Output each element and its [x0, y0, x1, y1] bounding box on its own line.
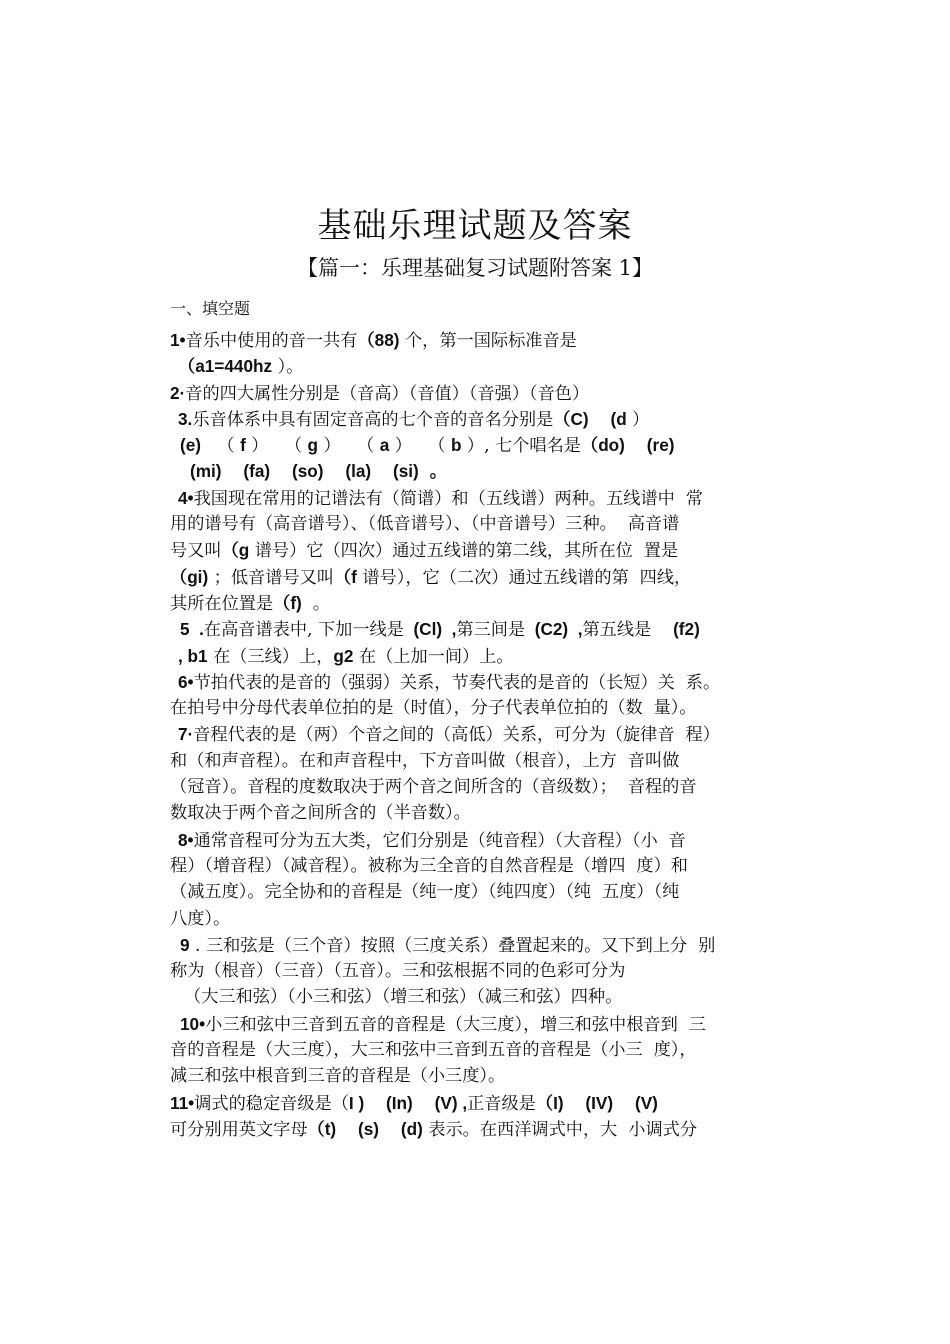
question-text: 通常音程可分为五大类，它们分别是（纯音程）（大音程）（小 音	[193, 830, 686, 851]
question-text: ）, 七个唱名是	[461, 436, 581, 457]
answer-text: 6•	[178, 671, 194, 692]
answer-text: 5 .	[180, 619, 204, 640]
question-text: ） （	[318, 436, 380, 457]
answer-text: （a1=440hz	[178, 356, 273, 377]
question-text: 减三和弦中根音到三音的音程是（小三度）。	[170, 1066, 506, 1087]
question-text	[413, 1094, 435, 1114]
question-text: ） （	[389, 436, 451, 457]
text-line	[170, 1116, 782, 1142]
question-text: 谱号），它（二次）通过五线谱的第 四线，	[356, 567, 692, 588]
question-text	[589, 410, 611, 430]
question-text: 在拍号中分母代表单位拍的是（时值），分子代表单位拍的（数 量）。	[170, 698, 697, 719]
question-text	[613, 1094, 635, 1114]
answer-text: I )	[348, 1092, 365, 1113]
question-text: ；低音谱号又叫	[208, 567, 334, 588]
question-text: . 三和弦是（三个音）按照（三度关系）叠置起来的。又下到上分 别	[189, 935, 716, 956]
text-line	[170, 1011, 782, 1037]
text-line	[170, 1037, 782, 1063]
question-text: 在（上加一间）上。	[353, 646, 514, 667]
answer-text: 1•	[170, 330, 186, 350]
text-line	[170, 984, 782, 1010]
text-line	[170, 906, 782, 932]
answer-text: 2·	[170, 382, 186, 403]
question-text: 调式的稳定音级是（	[194, 1093, 349, 1114]
page-subtitle: 【篇一：乐理基础复习试题附答案 1】	[296, 256, 654, 280]
text-line	[170, 380, 782, 406]
question-text: 第五线是	[582, 620, 674, 641]
question-text: 乐音体系中具有固定音高的七个音的音名分别是	[192, 409, 554, 430]
answer-text: （f)	[273, 592, 302, 613]
question-text: 个，第一国际标准音是	[399, 331, 577, 351]
document-body	[170, 327, 782, 1142]
answer-text: (si)	[392, 461, 419, 482]
text-line	[170, 748, 782, 774]
text-line	[170, 958, 782, 984]
question-text: 程）（增音程）（减音程）。被称为三全音的自然音程是（增四 度）和	[170, 855, 688, 876]
text-line	[170, 1090, 782, 1116]
answer-text: f	[240, 435, 246, 456]
answer-text: （I)	[535, 1092, 564, 1113]
question-text: 在（三线）上，	[207, 646, 334, 667]
question-text: ）	[626, 409, 650, 430]
question-text: 正音级是	[467, 1093, 536, 1114]
section-heading: 一、填空题	[170, 299, 251, 318]
question-text: 音程代表的是（两）个音之间的（高低）关系，可分为（旋律音 程）	[193, 725, 720, 746]
question-text: 表示。在西洋调式中，大 小调式分	[422, 1119, 698, 1140]
text-line	[170, 879, 782, 905]
text-line	[170, 590, 782, 616]
answer-text: （gi)	[170, 566, 209, 587]
text-line	[170, 932, 782, 958]
answer-text: (d	[610, 408, 627, 429]
question-text: 八度）。	[170, 908, 231, 929]
answer-text: (V)	[634, 1092, 658, 1113]
answer-text: 11•	[170, 1092, 195, 1113]
text-line	[170, 353, 782, 379]
answer-text: (s)	[358, 1118, 380, 1139]
question-text: （	[201, 436, 241, 457]
answer-text: (In)	[386, 1092, 413, 1113]
question-text	[364, 1094, 386, 1114]
answer-text: (C2) ,	[525, 619, 583, 640]
question-text	[564, 1094, 586, 1114]
answer-text: (d)	[400, 1118, 423, 1139]
text-line	[170, 458, 782, 484]
answer-text: , b1	[178, 645, 208, 666]
answer-text: 9	[180, 934, 190, 955]
answer-text: (la)	[345, 461, 372, 482]
question-text: 号又叫	[170, 541, 222, 562]
answer-text: (V)	[434, 1092, 458, 1113]
question-text: 可分别用英文字母	[170, 1119, 308, 1140]
text-line	[170, 406, 782, 432]
text-line	[170, 853, 782, 879]
text-line	[170, 564, 782, 590]
question-text	[336, 1120, 358, 1140]
text-line	[170, 774, 782, 800]
question-text: 称为（根音）（三音）（五音）。三和弦根据不同的色彩可分为	[170, 961, 626, 982]
question-text: 音的四大属性分别是（音高）（音值）（音强）（音色）	[185, 383, 590, 404]
answer-text: b	[450, 435, 462, 456]
question-text: （大三和弦）（小三和弦）（增三和弦）（减三和弦）四种。	[184, 987, 623, 1008]
text-line	[170, 669, 782, 695]
answer-text: 4•	[178, 487, 194, 508]
text-line	[170, 327, 782, 353]
question-text: 谱号）它（四次）通过五线谱的第二线，其所在位 置是	[249, 541, 679, 562]
question-text	[625, 436, 647, 456]
answer-text: 7·	[178, 724, 194, 745]
text-line	[170, 1063, 782, 1089]
answer-text: (f2)	[673, 619, 700, 640]
answer-text: (e)	[180, 435, 202, 456]
text-line	[170, 616, 782, 642]
text-line	[170, 721, 782, 747]
question-text	[222, 462, 244, 482]
answer-text: g	[307, 435, 318, 456]
question-text: 用的谱号有（高音谱号）、（低音谱号）、（中音谱号）三种。 高音谱	[170, 514, 680, 535]
question-text	[379, 1120, 401, 1140]
answer-text: (mi)	[190, 461, 222, 482]
answer-text: （f	[333, 566, 357, 587]
answer-text: （g	[221, 540, 250, 561]
answer-text: a	[379, 435, 390, 456]
answer-text: （do)	[581, 435, 625, 456]
answer-text: (IV)	[585, 1092, 614, 1113]
question-text	[419, 462, 430, 482]
page-title: 基础乐理试题及答案	[317, 206, 633, 246]
question-text: ） （	[245, 436, 308, 457]
question-text: 音的音程是（大三度），大三和弦中三音到五音的音程是（小三 度），	[170, 1040, 697, 1061]
question-text: 和（和声音程）。在和声音程中，下方音叫做（根音），上方 音叫做	[170, 750, 680, 771]
text-line	[170, 800, 782, 826]
question-text: （冠音）。音程的度数取决于两个音之间所含的（音级数）； 音程的音	[170, 777, 697, 798]
answer-text: ,	[457, 1092, 468, 1113]
answer-text: (Cl) ,	[403, 619, 457, 640]
answer-text: (so)	[291, 461, 324, 482]
question-text: 。	[301, 593, 330, 614]
question-text	[323, 462, 345, 482]
answer-text: (re)	[646, 435, 675, 456]
question-text: 其所在位置是	[170, 593, 274, 614]
question-text: 第三间是	[456, 620, 526, 641]
answer-text: 3.	[178, 408, 193, 429]
text-line	[170, 827, 782, 853]
question-text: 在高音谱表中, 下加一线是	[203, 620, 404, 641]
text-line	[170, 537, 782, 563]
question-text: 音乐中使用的音一共有	[185, 331, 358, 351]
question-text: 节拍代表的是音的（强弱）关系，节奏代表的是音的（长短）关 系。	[193, 672, 721, 693]
question-text: （减五度）。完全协和的音程是（纯一度）（纯四度）（纯 五度）（纯	[170, 882, 680, 903]
answer-text: 8•	[178, 829, 194, 850]
question-text	[270, 462, 292, 482]
answer-text: (fa)	[243, 461, 271, 482]
text-line	[170, 695, 782, 721]
text-line	[170, 643, 782, 669]
question-text: 小三和弦中三音到五音的音程是（大三度），增三和弦中根音到 三	[205, 1014, 706, 1035]
text-line	[170, 485, 782, 511]
text-line	[170, 511, 782, 537]
answer-text: （88)	[357, 330, 400, 350]
question-text: ）。	[272, 357, 304, 378]
answer-text: 。	[429, 461, 447, 482]
question-text	[371, 462, 393, 482]
answer-text: （t)	[307, 1118, 337, 1139]
answer-text: （C)	[553, 408, 589, 429]
question-text: 我国现在常用的记谱法有（简谱）和（五线谱）两种。五线谱中 常	[193, 488, 703, 509]
answer-text: g2	[333, 645, 354, 666]
text-line	[170, 432, 782, 458]
question-text: 数取决于两个音之间所含的（半音数）。	[170, 803, 471, 824]
answer-text: 10•	[180, 1013, 206, 1034]
